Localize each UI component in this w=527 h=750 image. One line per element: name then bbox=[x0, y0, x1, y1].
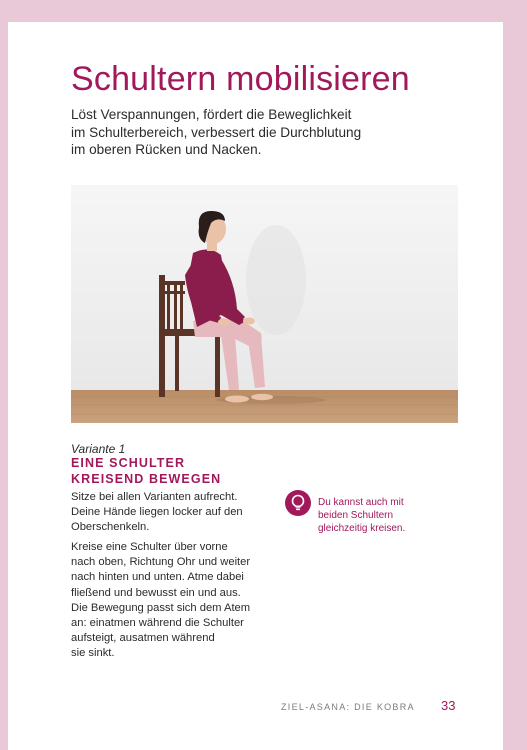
text-line: aufsteigt, ausatmen während bbox=[71, 632, 215, 645]
text-line: Kreise eine Schulter über vorne bbox=[71, 541, 228, 553]
variant-title-line: KREISEND BEWEGEN bbox=[71, 471, 222, 486]
variant-title bbox=[71, 456, 291, 487]
text-line: an: einatmen während die Schulter bbox=[71, 617, 244, 630]
tip-line: beiden Schultern bbox=[318, 510, 394, 521]
variant-label: Variante 1 bbox=[71, 442, 126, 456]
variant-title-line: EINE SCHULTER bbox=[71, 456, 186, 470]
intro-line: im Schulterbereich, verbessert die Durchblutung bbox=[71, 124, 362, 140]
tip-line: gleichzeitig kreisen. bbox=[318, 523, 406, 534]
page-title: Schultern mobilisieren bbox=[71, 60, 410, 98]
text-line: nach hinten und unten. Atme dabei bbox=[71, 571, 244, 584]
instruction-paragraph-1 bbox=[71, 490, 286, 536]
lightbulb-icon bbox=[285, 490, 311, 516]
text-line: Die Bewegung passt sich dem Atem bbox=[71, 601, 251, 614]
intro-line: Löst Verspannungen, fördert die Beweglichkeit bbox=[71, 107, 352, 122]
text-line: nach oben, Richtung Ohr und weiter bbox=[71, 556, 251, 569]
text-line: sie sinkt. bbox=[71, 647, 115, 660]
tip-text bbox=[318, 496, 438, 535]
text-line: fließend und bewusst ein und aus. bbox=[71, 586, 241, 599]
text-line: Oberschenkeln. bbox=[71, 521, 150, 534]
exercise-photo bbox=[71, 185, 458, 423]
text-line: Sitze bei allen Varianten aufrecht. bbox=[71, 491, 238, 503]
book-page bbox=[8, 22, 503, 750]
photo-woman-seated-on-chair bbox=[71, 185, 458, 423]
instruction-paragraph-2 bbox=[71, 540, 286, 662]
page-number: 33 bbox=[441, 698, 456, 713]
footer-section-label: ZIEL-ASANA: DIE KOBRA bbox=[281, 702, 415, 712]
tip-line: Du kannst auch mit bbox=[318, 497, 404, 508]
intro-text bbox=[71, 106, 451, 159]
text-line: Deine Hände liegen locker auf den bbox=[71, 506, 243, 519]
intro-line: im oberen Rücken und Nacken. bbox=[71, 142, 262, 157]
